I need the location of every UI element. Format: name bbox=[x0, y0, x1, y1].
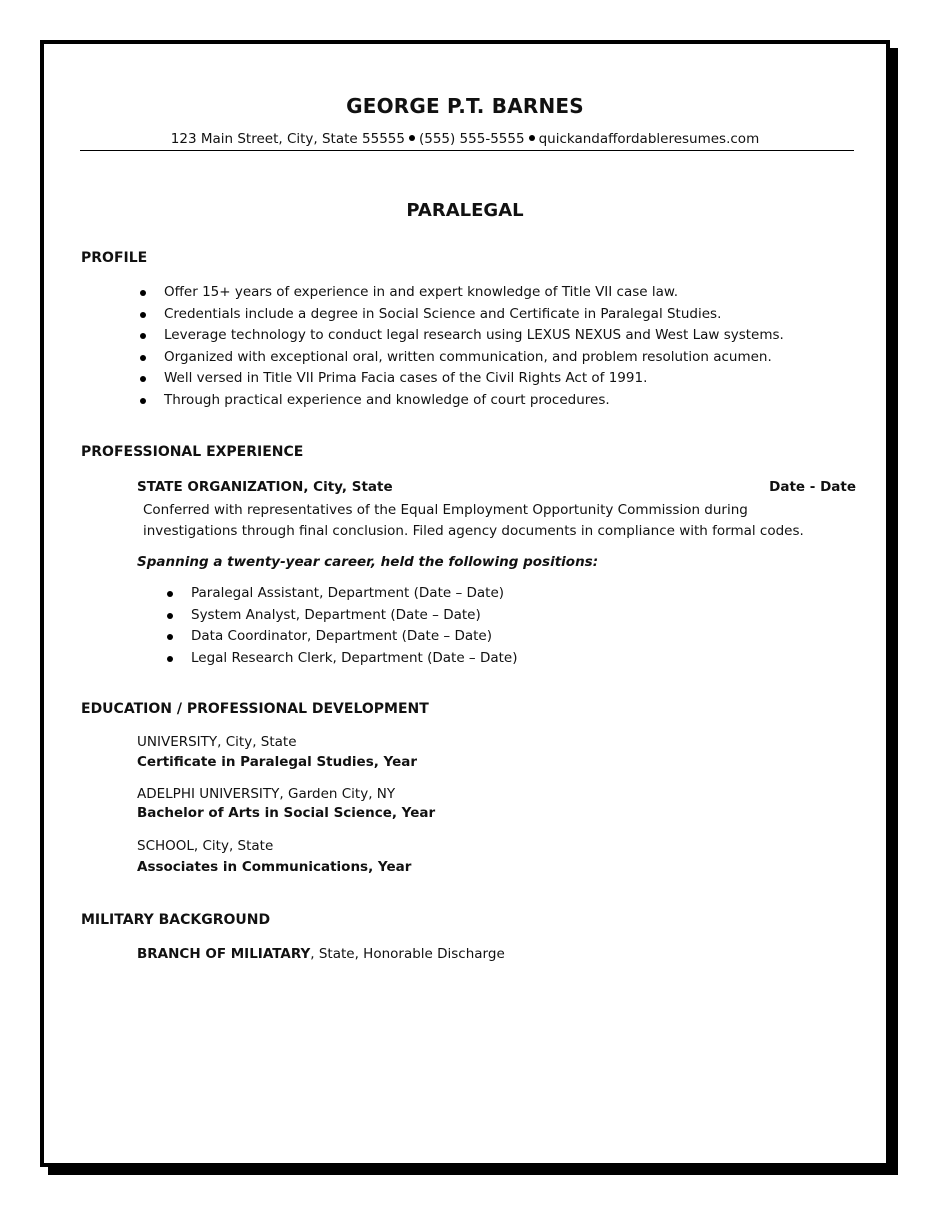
list-item: Offer 15+ years of experience in and expert knowledge of Title VII case law. bbox=[138, 282, 784, 304]
military-detail: , State, Honorable Discharge bbox=[310, 946, 505, 962]
header-divider bbox=[80, 150, 854, 151]
bullet-separator-icon bbox=[529, 135, 535, 141]
positions-list bbox=[165, 583, 518, 669]
website: quickandaffordableresumes.com bbox=[538, 131, 760, 147]
resume-page bbox=[40, 40, 890, 1167]
employer: STATE ORGANIZATION, City, State bbox=[137, 479, 393, 495]
education-school: ADELPHI UNIVERSITY, Garden City, NY bbox=[137, 786, 396, 802]
military-branch: BRANCH OF MILIATARY bbox=[137, 946, 311, 962]
list-item: System Analyst, Department (Date – Date) bbox=[165, 605, 518, 627]
list-item: Well versed in Title VII Prima Facia cases of the Civil Rights Act of 1991. bbox=[138, 368, 784, 390]
education-credential: Associates in Communications, Year bbox=[137, 859, 412, 875]
employment-dates: Date - Date bbox=[769, 479, 856, 495]
bullet-separator-icon bbox=[409, 135, 415, 141]
phone: (555) 555-5555 bbox=[418, 131, 525, 147]
education-school: UNIVERSITY, City, State bbox=[137, 734, 297, 750]
education-school: SCHOOL, City, State bbox=[137, 838, 274, 854]
candidate-name: GEORGE P.T. BARNES bbox=[346, 94, 584, 118]
experience-description: Conferred with representatives of the Equal Employment Opportunity Commission during investigations through final conclusion. Filed agency documents in compliance with formal codes. bbox=[143, 502, 804, 539]
military-heading: MILITARY BACKGROUND bbox=[81, 912, 271, 928]
list-item: Data Coordinator, Department (Date – Date) bbox=[165, 626, 518, 648]
positions-intro: Spanning a twenty-year career, held the following positions: bbox=[137, 554, 599, 570]
military-entry bbox=[137, 946, 505, 962]
contact-line bbox=[44, 131, 886, 147]
education-credential: Certificate in Paralegal Studies, Year bbox=[137, 754, 418, 770]
address: 123 Main Street, City, State 55555 bbox=[170, 131, 405, 147]
job-title: PARALEGAL bbox=[406, 200, 524, 221]
list-item: Organized with exceptional oral, written communication, and problem resolution acumen. bbox=[138, 347, 784, 369]
list-item: Leverage technology to conduct legal research using LEXUS NEXUS and West Law systems. bbox=[138, 325, 784, 347]
education-credential: Bachelor of Arts in Social Science, Year bbox=[137, 805, 436, 821]
list-item: Legal Research Clerk, Department (Date – Date) bbox=[165, 648, 518, 670]
experience-heading: PROFESSIONAL EXPERIENCE bbox=[81, 444, 304, 460]
list-item: Credentials include a degree in Social Science and Certificate in Paralegal Studies. bbox=[138, 304, 784, 326]
list-item: Through practical experience and knowledge of court procedures. bbox=[138, 390, 784, 412]
profile-heading: PROFILE bbox=[81, 250, 148, 266]
list-item: Paralegal Assistant, Department (Date – Date) bbox=[165, 583, 518, 605]
education-heading: EDUCATION / PROFESSIONAL DEVELOPMENT bbox=[81, 701, 429, 717]
profile-list bbox=[138, 282, 784, 411]
